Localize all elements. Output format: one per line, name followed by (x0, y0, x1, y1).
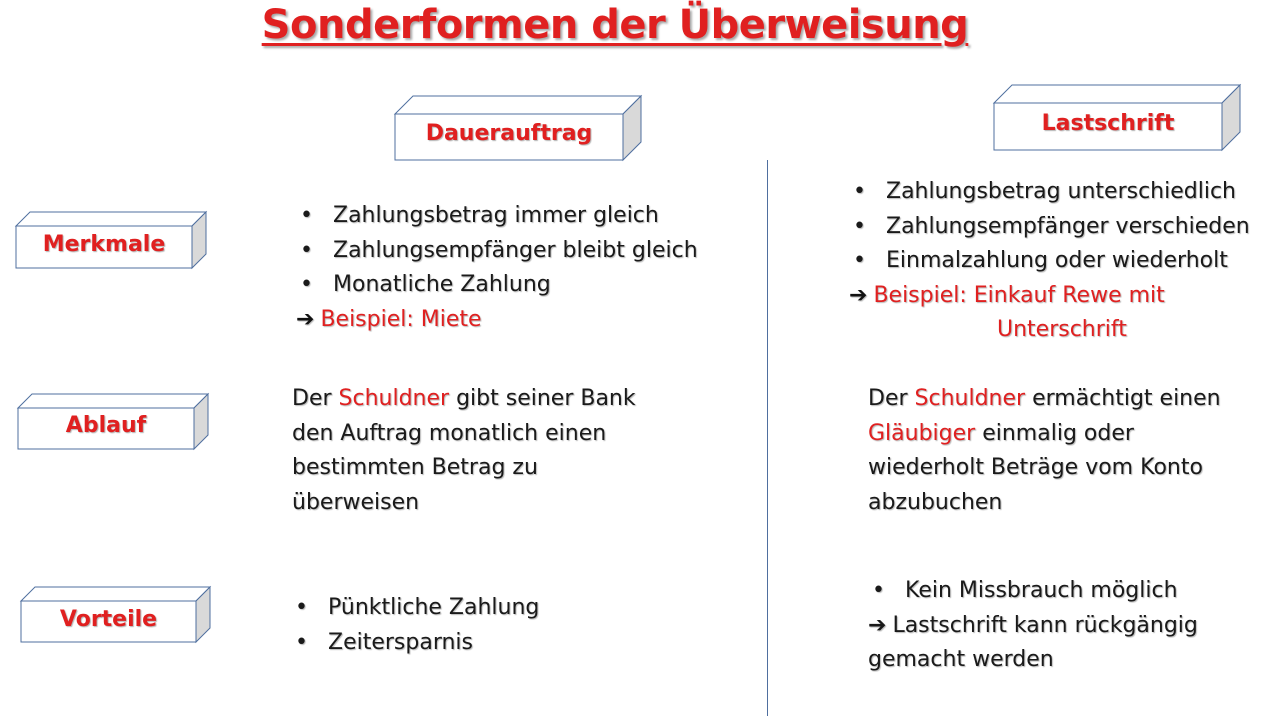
highlight-schuldner: Schuldner (914, 386, 1026, 411)
column-divider (767, 160, 768, 716)
ablauf-text-post: gibt seiner Bank den Auftrag monatlich einen bestimmten Betrag zu überweisen (292, 386, 643, 515)
row-header-vorteile (21, 587, 210, 642)
dauerauftrag-ablauf (292, 382, 662, 520)
arrow-right-icon: ➔ (868, 612, 887, 638)
list-item: • Zahlungsbetrag immer gleich (296, 199, 698, 234)
lastschrift-ablauf (868, 382, 1248, 520)
bullet-list (868, 574, 1248, 609)
highlight-schuldner: Schuldner (338, 386, 450, 411)
row-header-label: Merkmale (42, 232, 166, 257)
example-text: Beispiel: Einkauf Rewe mit (873, 282, 1165, 308)
list-item: • Zahlungsbetrag unterschiedlich (849, 175, 1250, 210)
dauerauftrag-vorteile (291, 591, 539, 660)
lastschrift-vorteile (868, 574, 1248, 678)
row-header-label: Vorteile (59, 607, 158, 632)
dauerauftrag-merkmale (296, 199, 698, 337)
list-item: • Monatliche Zahlung (296, 268, 698, 303)
note-text: Lastschrift kann rückgängig gemacht werden (868, 612, 1198, 672)
example-line (296, 303, 698, 338)
list-item: • Zeitersparnis (291, 626, 539, 661)
bullet-list (291, 591, 539, 660)
bullet-list (296, 199, 698, 303)
ablauf-text-pre: Der (292, 386, 339, 411)
list-item: • Pünktliche Zahlung (291, 591, 539, 626)
example-text: Beispiel: Miete (320, 306, 482, 332)
column-header-dauerauftrag (395, 96, 641, 160)
row-header-label: Ablauf (65, 413, 147, 438)
list-item: • Zahlungsempfänger verschieden (849, 210, 1250, 245)
page-title: Sonderformen der Überweisung (261, 2, 969, 48)
column-header-lastschrift (994, 85, 1240, 150)
row-header-ablauf (18, 394, 208, 449)
column-header-label: Lastschrift (1041, 111, 1175, 136)
highlight-glaeubiger: Gläubiger (868, 420, 976, 446)
column-header-label: Dauerauftrag (425, 121, 593, 146)
example-line (849, 279, 1250, 314)
list-item: • Zahlungsempfänger bleibt gleich (296, 234, 698, 269)
note-line (868, 609, 1248, 678)
list-item: • Einmalzahlung oder wiederholt (849, 244, 1250, 279)
ablauf-text-pre: Der (868, 386, 915, 411)
lastschrift-merkmale (849, 175, 1250, 348)
arrow-right-icon: ➔ (849, 282, 868, 308)
row-header-merkmale (16, 212, 206, 268)
example-text-continued: Unterschrift (997, 317, 1127, 342)
arrow-right-icon: ➔ (296, 306, 315, 332)
ablauf-text-post: einmalig oder wiederholt Beträge vom Konto abzubuchen (868, 420, 1210, 515)
list-item: • Kein Missbrauch möglich (868, 574, 1248, 609)
bullet-list (849, 175, 1250, 279)
ablauf-text-mid: ermächtigt einen (1025, 386, 1228, 411)
